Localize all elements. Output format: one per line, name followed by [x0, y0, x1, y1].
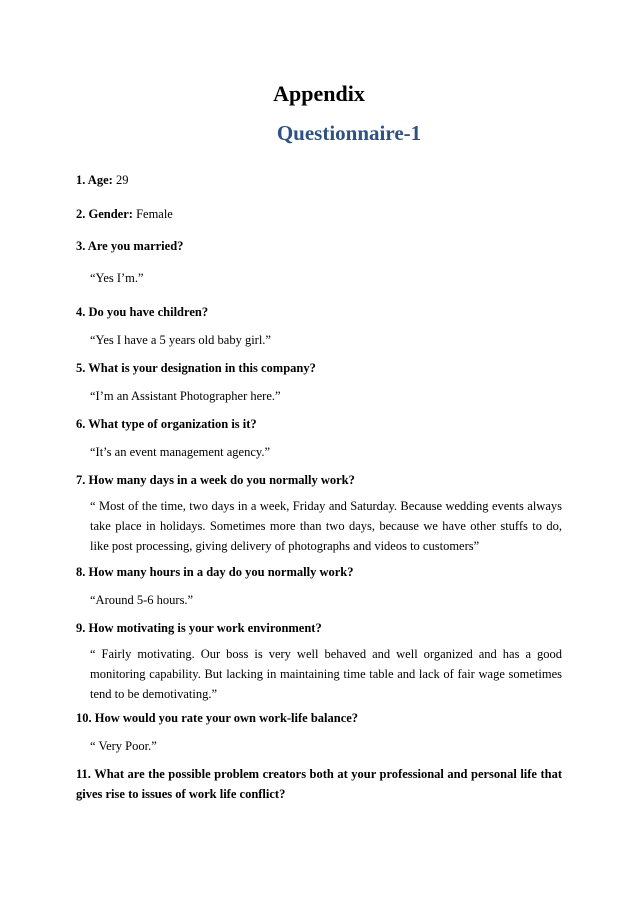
answer-motivation: “ Fairly motivating. Our boss is very well behaved and well organized and has a good monitoring capability. But lacking in maintaining time table and lack of fair wage sometimes tend to be demotivating.”: [90, 647, 562, 701]
question-problem-creators: 11. What are the possible problem creators both at your professional and personal life that gives rise to issues of work life conflict?: [76, 767, 562, 801]
question-gender: [76, 204, 562, 224]
question-organization: 6. What type of organization is it?: [76, 417, 257, 431]
answer-married: “Yes I’m.”: [90, 271, 144, 285]
answer-children: “Yes I have a 5 years old baby girl.”: [90, 333, 271, 347]
answer-hours-per-day: “Around 5-6 hours.”: [90, 593, 194, 607]
question-children: 4. Do you have children?: [76, 305, 209, 319]
question-age-label: 1. Age:: [76, 173, 113, 187]
question-designation: 5. What is your designation in this company?: [76, 361, 316, 375]
question-married: 3. Are you married?: [76, 239, 184, 253]
question-work-life-balance: 10. How would you rate your own work-life balance?: [76, 711, 359, 725]
answer-gender: Female: [136, 207, 173, 221]
question-age: [76, 170, 562, 190]
answer-age: 29: [115, 173, 129, 187]
page-title: Appendix: [273, 81, 365, 106]
answer-days-per-week: “ Most of the time, two days in a week, Friday and Saturday. Because wedding events always take place in holidays. Sometimes more than two days, because we have other stuffs to do, like post processing, giving delivery of photographs and videos to customers”: [90, 499, 562, 553]
page-subtitle: Questionnaire-1: [276, 121, 422, 145]
question-gender-label: 2. Gender:: [76, 207, 133, 221]
question-days-per-week: 7. How many days in a week do you normally work?: [76, 473, 355, 487]
question-hours-per-day: 8. How many hours in a day do you normally work?: [76, 565, 354, 579]
question-motivation: 9. How motivating is your work environment?: [76, 621, 322, 635]
answer-work-life-balance: “ Very Poor.”: [90, 739, 157, 753]
answer-organization: “It’s an event management agency.”: [90, 445, 271, 459]
answer-designation: “I’m an Assistant Photographer here.”: [90, 389, 281, 403]
